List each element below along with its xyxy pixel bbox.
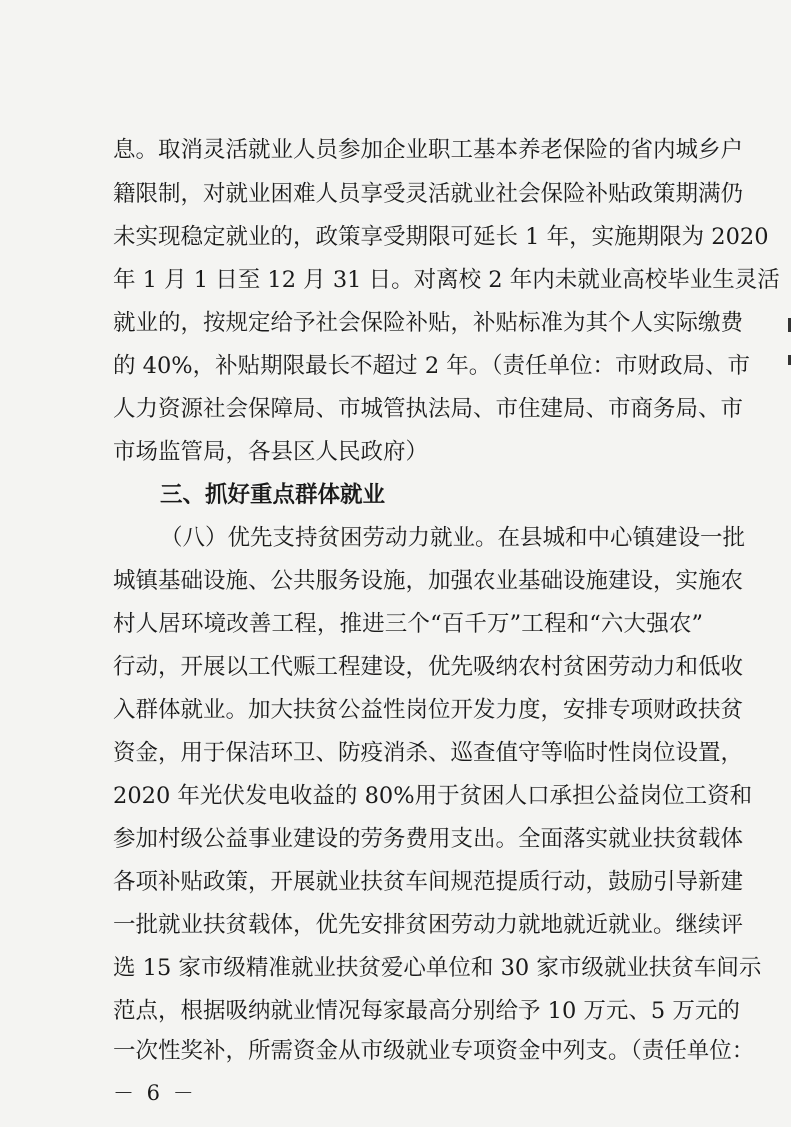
page-number: － 6 － bbox=[113, 1081, 197, 1105]
paragraph2-line-3: 村人居环境改善工程，推进三个“百千万”工程和“六大强农” bbox=[113, 611, 703, 637]
paragraph1-line-6: 的 40%，补贴期限最长不超过 2 年。（责任单位：市财政局、市 bbox=[113, 353, 751, 379]
paragraph2-line-7: 2020 年光伏发电收益的 80%用于贫困人口承担公益岗位工资和 bbox=[113, 783, 753, 809]
paragraph2-line-6: 资金，用于保洁环卫、防疫消杀、巡查值守等临时性岗位设置， bbox=[113, 740, 744, 766]
paragraph2-line-11: 选 15 家市级精准就业扶贫爱心单位和 30 家市级就业扶贫车间示 bbox=[113, 955, 762, 981]
paragraph2-line-10: 一批就业扶贫载体，优先安排贫困劳动力就地就近就业。继续评 bbox=[113, 912, 744, 938]
paragraph1-line-1: 息。取消灵活就业人员参加企业职工基本养老保险的省内城乡户 bbox=[113, 137, 744, 163]
paragraph1-line-7: 人力资源社会保障局、市城管执法局、市住建局、市商务局、市 bbox=[113, 396, 744, 422]
paragraph1-line-8: 市场监管局，各县区人民政府） bbox=[113, 439, 429, 465]
paragraph1-line-5: 就业的，按规定给予社会保险补贴，补贴标准为其个人实际缴费 bbox=[113, 310, 744, 336]
paragraph2-line-2: 城镇基础设施、公共服务设施，加强农业基础设施建设，实施农 bbox=[113, 568, 744, 594]
paragraph2-line-4: 行动，开展以工代赈工程建设，优先吸纳农村贫困劳动力和低收 bbox=[113, 654, 744, 680]
paragraph2-line-13: 一次性奖补，所需资金从市级就业专项资金中列支。（责任单位： bbox=[113, 1038, 755, 1064]
paragraph2-line-1: （八）优先支持贫困劳动力就业。在县城和中心镇建设一批 bbox=[160, 525, 746, 551]
paragraph1-line-2: 籍限制，对就业困难人员享受灵活就业社会保险补贴政策期满仍 bbox=[113, 181, 744, 207]
paragraph1-line-3: 未实现稳定就业的，政策享受期限可延长 1 年，实施期限为 2020 bbox=[113, 224, 769, 250]
paragraph2-line-8: 参加村级公益事业建设的劳务费用支出。全面落实就业扶贫载体 bbox=[113, 826, 744, 852]
paragraph2-line-9: 各项补贴政策，开展就业扶贫车间规范提质行动，鼓励引导新建 bbox=[113, 869, 744, 895]
paragraph2-line-12: 范点，根据吸纳就业情况每家最高分别给予 10 万元、5 万元的 bbox=[113, 998, 740, 1024]
paragraph2-line-5: 入群体就业。加大扶贫公益性岗位开发力度，安排专项财政扶贫 bbox=[113, 697, 744, 723]
paragraph1-line-4: 年 1 月 1 日至 12 月 31 日。对离校 2 年内未就业高校毕业生灵活 bbox=[113, 267, 780, 293]
section-heading: 三、抓好重点群体就业 bbox=[160, 482, 386, 508]
